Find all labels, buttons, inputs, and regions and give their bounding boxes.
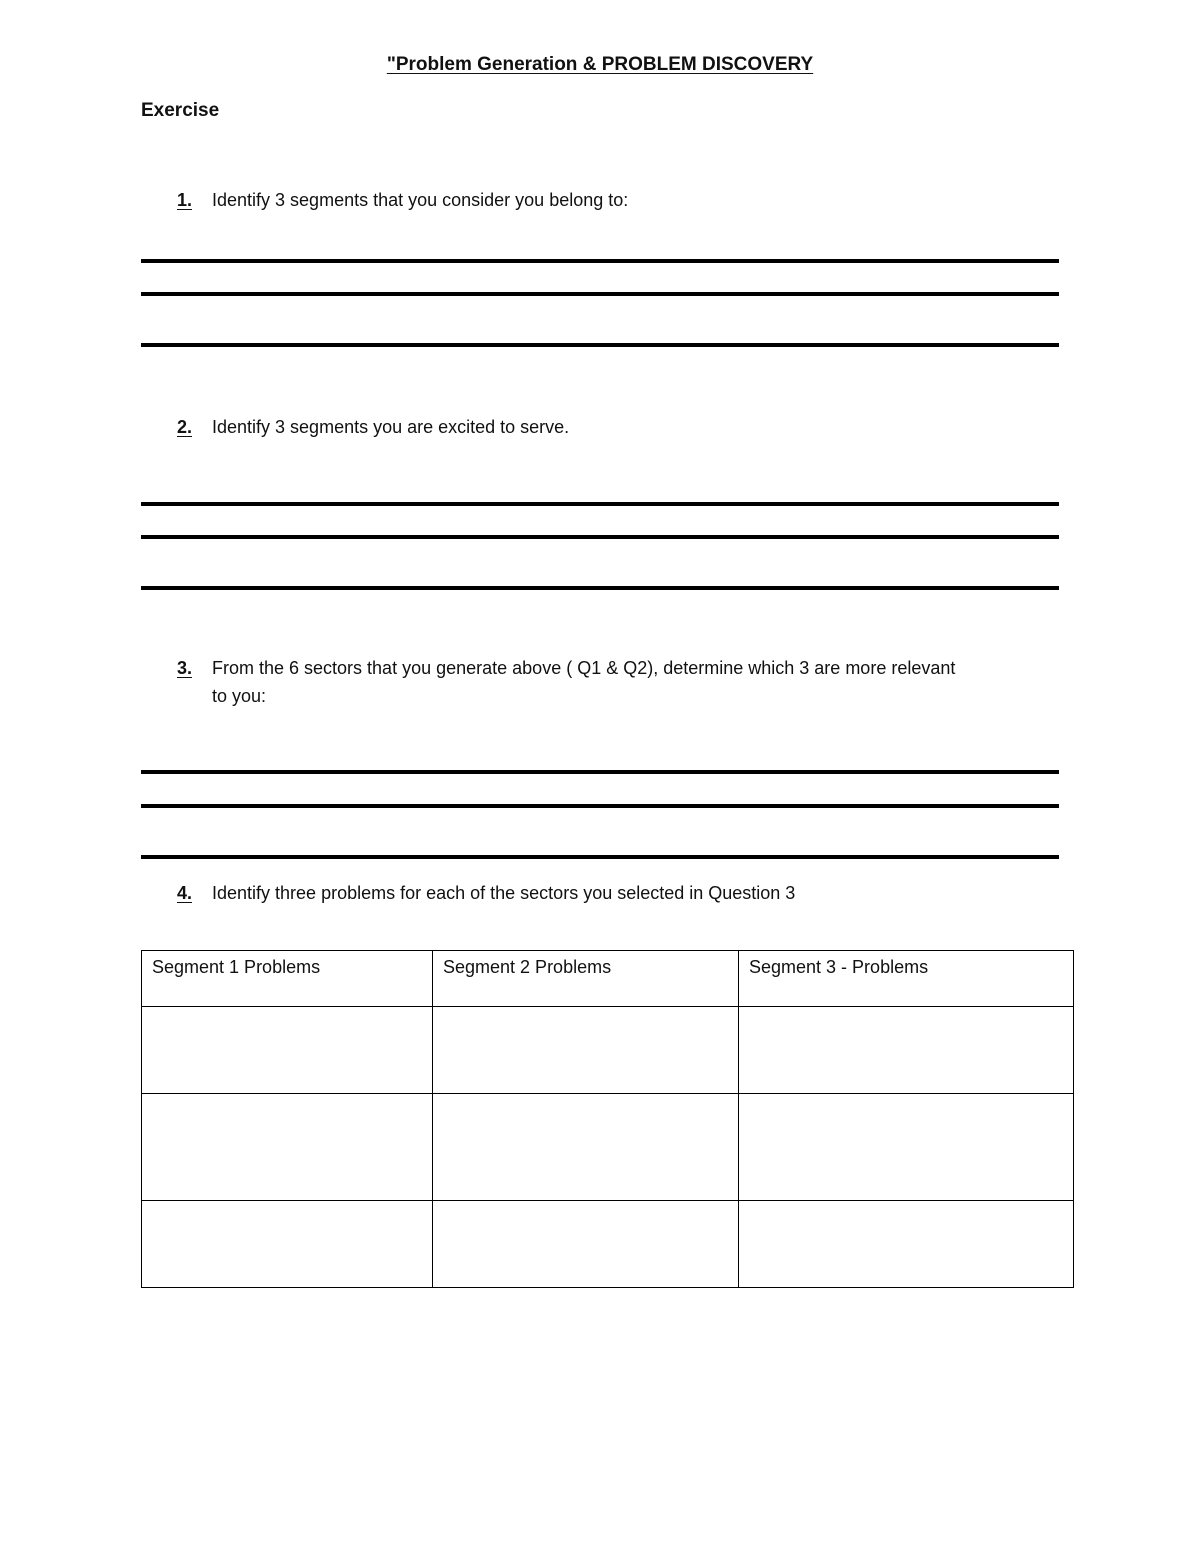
table-cell[interactable] [142,1094,433,1201]
table-cell[interactable] [739,1094,1074,1201]
question-4-number: 4. [177,883,193,903]
question-2-text: Identify 3 segments you are excited to serve. [212,417,570,437]
answer-line[interactable] [141,343,1059,347]
question-2-number: 2. [177,417,193,437]
question-3-text-continued: to you: [212,686,267,706]
question-3 [177,654,1047,710]
question-1 [177,186,628,214]
document-title: "Problem Generation & PROBLEM DISCOVERY [386,54,814,75]
header-segment-2: Segment 2 Problems [433,951,739,1007]
table-row [142,1094,1074,1201]
table-cell[interactable] [142,1007,433,1094]
table-cell[interactable] [433,1007,739,1094]
table-cell[interactable] [433,1094,739,1201]
answer-line[interactable] [141,535,1059,539]
table-row [142,1201,1074,1288]
answer-line[interactable] [141,855,1059,859]
answer-line[interactable] [141,292,1059,296]
question-4-text: Identify three problems for each of the sectors you selected in Question 3 [212,883,796,903]
header-segment-3: Segment 3 - Problems [739,951,1074,1007]
exercise-heading: Exercise [141,100,220,121]
answer-line[interactable] [141,770,1059,774]
question-3-number: 3. [177,658,193,678]
table-cell[interactable] [739,1007,1074,1094]
question-4 [177,879,795,907]
question-1-text: Identify 3 segments that you consider you belong to: [212,190,629,210]
question-3-text: From the 6 sectors that you generate above ( Q1 & Q2), determine which 3 are more relevant [212,658,956,678]
answer-line[interactable] [141,586,1059,590]
answer-line[interactable] [141,804,1059,808]
table-cell[interactable] [739,1201,1074,1288]
table-header-row [142,951,1074,1007]
question-2 [177,413,569,441]
problems-table [141,950,1074,1288]
answer-line[interactable] [141,259,1059,263]
table-row [142,1007,1074,1094]
table-cell[interactable] [433,1201,739,1288]
table-cell[interactable] [142,1201,433,1288]
header-segment-1: Segment 1 Problems [142,951,433,1007]
question-1-number: 1. [177,190,193,210]
answer-line[interactable] [141,502,1059,506]
